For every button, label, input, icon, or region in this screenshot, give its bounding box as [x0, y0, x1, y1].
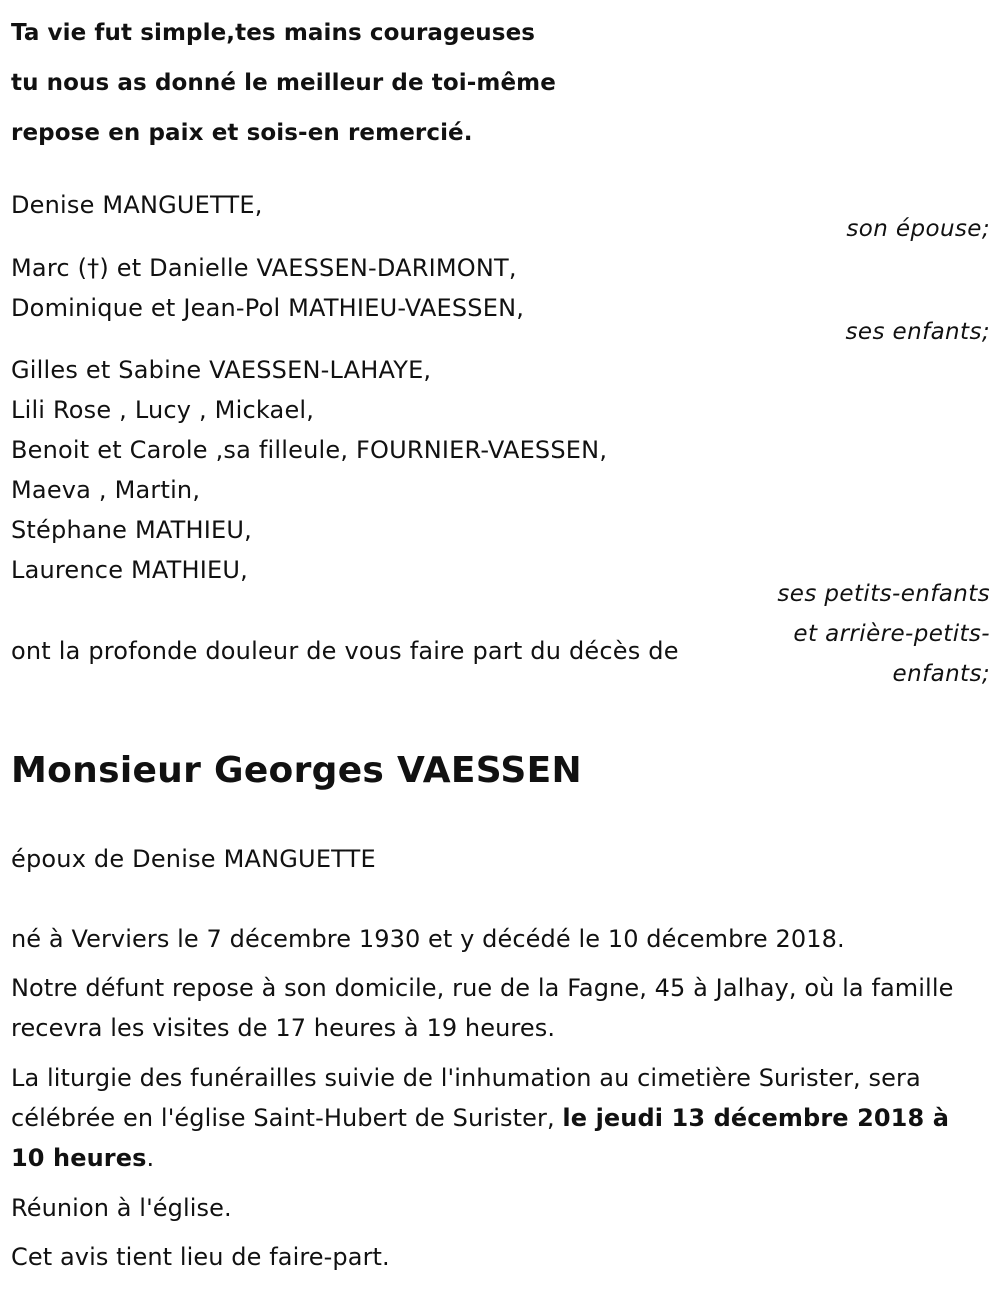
- grandchildren-line-4: Maeva , Martin,: [11, 476, 201, 504]
- spouse-role: son épouse;: [846, 216, 990, 242]
- children-line-1: [11, 248, 517, 288]
- poem: [11, 8, 556, 158]
- spouse-of: époux de Denise MANGUETTE: [11, 845, 376, 873]
- children-line-1-start: Marc (: [11, 254, 88, 282]
- funeral-date: le jeudi 13 décembre 2018 à 10 heures: [11, 1104, 950, 1172]
- children-line-2: Dominique et Jean-Pol MATHIEU-VAESSEN,: [11, 294, 525, 322]
- funeral-paragraph: [11, 1058, 986, 1178]
- poem-line-2: tu nous as donné le meilleur de toi-même: [11, 70, 556, 96]
- children-role: ses enfants;: [845, 319, 990, 345]
- spouse-name: Denise MANGUETTE,: [11, 191, 263, 219]
- grandchildren-role-line-3: enfants;: [892, 661, 990, 687]
- funeral-text: La liturgie des funérailles suivie de l'inhumation au cimetière Surister, sera célébrée en l'église Saint-Hubert de Surister,: [11, 1064, 921, 1132]
- announcement: ont la profonde douleur de vous faire part du décès de: [11, 637, 679, 665]
- deceased-name: Monsieur Georges VAESSEN: [11, 750, 582, 791]
- grandchildren-line-1: Gilles et Sabine VAESSEN-LAHAYE,: [11, 356, 432, 384]
- notice: Cet avis tient lieu de faire-part.: [11, 1243, 390, 1271]
- grandchildren-line-6: Laurence MATHIEU,: [11, 556, 249, 584]
- birth-death: né à Verviers le 7 décembre 1930 et y décédé le 10 décembre 2018.: [11, 925, 845, 953]
- children-line-1-end: ) et Danielle VAESSEN-DARIMONT,: [99, 254, 517, 282]
- grandchildren-line-2: Lili Rose , Lucy , Mickael,: [11, 396, 315, 424]
- funeral-end: .: [146, 1144, 155, 1172]
- grandchildren-line-5: Stéphane MATHIEU,: [11, 516, 252, 544]
- visitation: Notre défunt repose à son domicile, rue de la Fagne, 45 à Jalhay, où la famille recevra les visites de 17 heures à 19 heures.: [11, 974, 954, 1042]
- poem-line-3: repose en paix et sois-en remercié.: [11, 120, 473, 146]
- cross-icon: †: [87, 254, 100, 282]
- poem-line-1: Ta vie fut simple,tes mains courageuses: [11, 20, 536, 46]
- grandchildren-role-line-1: ses petits-enfants: [777, 581, 990, 607]
- grandchildren-role-line-2: et arrière-petits-: [793, 621, 990, 647]
- grandchildren-line-3: Benoit et Carole ,sa filleule, FOURNIER-VAESSEN,: [11, 436, 608, 464]
- meeting: Réunion à l'église.: [11, 1194, 232, 1222]
